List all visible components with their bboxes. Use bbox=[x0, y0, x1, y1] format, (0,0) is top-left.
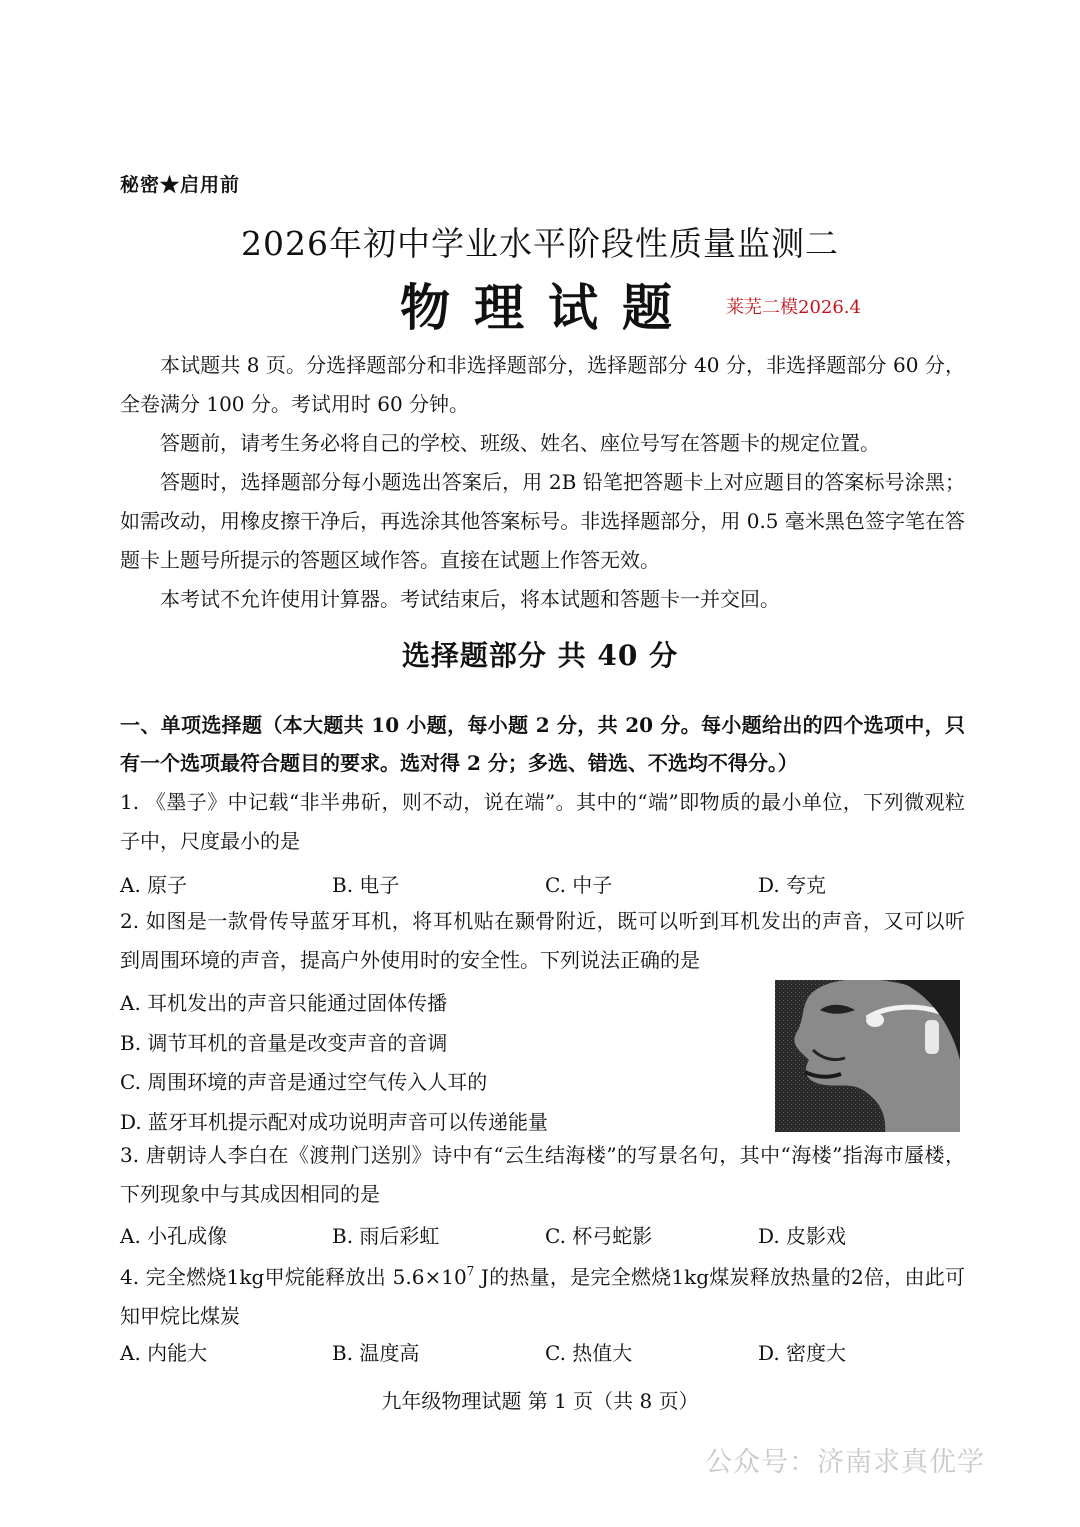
question-2-option-a: A. 耳机发出的声音只能通过固体传播 bbox=[120, 991, 448, 1015]
subject-title: 物理试题 bbox=[400, 278, 696, 337]
question-2-stem: 2. 如图是一款骨传导蓝牙耳机，将耳机贴在颞骨附近，既可以听到耳机发出的声音，又可以听到周围环境的声音，提高户外使用时的安全性。下列说法正确的是 bbox=[120, 909, 965, 972]
question-3-option-d: D. 皮影戏 bbox=[758, 1224, 847, 1248]
exponent: 7 bbox=[466, 1264, 475, 1278]
question-1-option-b: B. 电子 bbox=[332, 873, 400, 897]
exam-stamp: 莱芜二模2026.4 bbox=[726, 297, 861, 318]
question-1-option-a: A. 原子 bbox=[120, 873, 188, 897]
instruction-paragraph: 本考试不允许使用计算器。考试结束后，将本试题和答题卡一并交回。 bbox=[160, 587, 780, 611]
secret-label: 秘密★启用前 bbox=[120, 174, 241, 196]
instructions bbox=[120, 346, 965, 619]
section-title: 选择题部分 共 40 分 bbox=[401, 639, 679, 672]
bone-conduction-headphone-photo bbox=[775, 980, 960, 1132]
question-1-stem: 1. 《墨子》中记载“非半弗斫，则不动，说在端”。其中的“端”即物质的最小单位，下列微观粒子中，尺度最小的是 bbox=[120, 790, 965, 853]
exam-title: 2026年初中学业水平阶段性质量监测二 bbox=[241, 224, 839, 263]
instruction-paragraph: 本试题共 8 页。分选择题部分和非选择题部分，选择题部分 40 分，非选择题部分 60 分，全卷满分 100 分。考试用时 60 分钟。 bbox=[120, 353, 965, 416]
question-3-stem: 3. 唐朝诗人李白在《渡荆门送别》诗中有“云生结海楼”的写景名句，其中“海楼”指海市蜃楼，下列现象中与其成因相同的是 bbox=[120, 1143, 965, 1206]
watermark: 公众号：济南求真优学 bbox=[705, 1447, 985, 1478]
instruction-paragraph: 答题时，选择题部分每小题选出答案后，用 2B 铅笔把答题卡上对应题目的答案标号涂黑；如需改动，用橡皮擦干净后，再选涂其他答案标号。非选择题部分，用 0.5 毫米黑色签字笔在答题卡上题号所提示的答题区域作答。直接在试题上作答无效。 bbox=[120, 470, 965, 572]
question-4-option-b: B. 温度高 bbox=[332, 1341, 420, 1365]
question-3-option-c: C. 杯弓蛇影 bbox=[545, 1224, 653, 1248]
question-4-stem bbox=[120, 1252, 965, 1336]
question-4-stem-text: 4. 完全燃烧1kg甲烷能释放出 5.6×10 bbox=[120, 1265, 467, 1289]
page-footer: 九年级物理试题 第 1 页（共 8 页） bbox=[381, 1389, 699, 1413]
part-heading: 一、单项选择题（本大题共 10 小题，每小题 2 分，共 20 分。每小题给出的四个选项中，只有一个选项最符合题目的要求。选对得 2 分；多选、错选、不选均不得分。） bbox=[120, 713, 965, 775]
question-4-option-d: D. 密度大 bbox=[758, 1341, 847, 1365]
question-2-option-c: C. 周围环境的声音是通过空气传入人耳的 bbox=[120, 1070, 488, 1094]
question-4-stem-text: J的热量，是完全燃烧1kg煤炭释放热量的2倍，由此可知甲烷比煤炭 bbox=[120, 1265, 965, 1328]
question-1-option-c: C. 中子 bbox=[545, 873, 613, 897]
question-1-option-d: D. 夸克 bbox=[758, 873, 827, 897]
instruction-paragraph: 答题前，请考生务必将自己的学校、班级、姓名、座位号写在答题卡的规定位置。 bbox=[160, 431, 880, 455]
question-4-option-a: A. 内能大 bbox=[120, 1341, 208, 1365]
question-2-option-d: D. 蓝牙耳机提示配对成功说明声音可以传递能量 bbox=[120, 1110, 549, 1134]
question-4-option-c: C. 热值大 bbox=[545, 1341, 633, 1365]
question-3-option-b: B. 雨后彩虹 bbox=[332, 1224, 440, 1248]
question-2-option-b: B. 调节耳机的音量是改变声音的音调 bbox=[120, 1031, 448, 1055]
question-3-option-a: A. 小孔成像 bbox=[120, 1224, 228, 1248]
